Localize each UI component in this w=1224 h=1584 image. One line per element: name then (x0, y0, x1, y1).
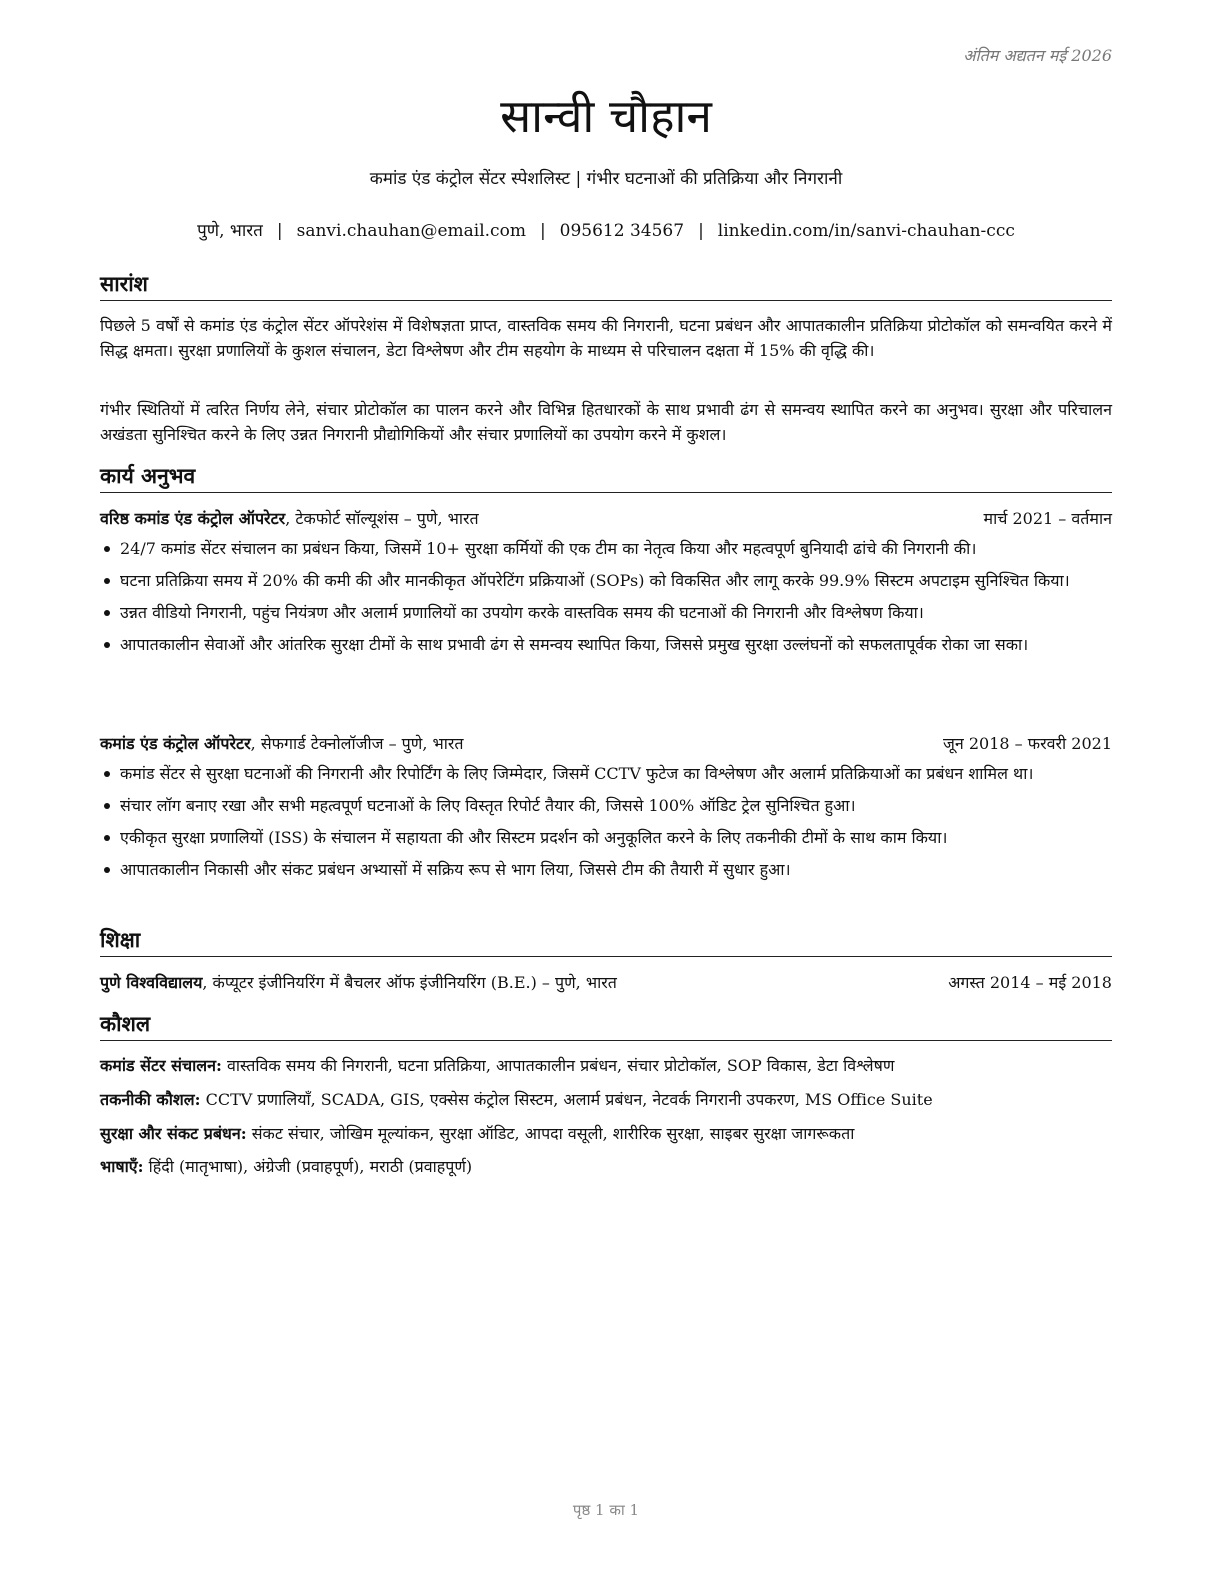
education-heading: शिक्षा (100, 926, 1112, 957)
contact-location: पुणे, भारत (197, 221, 263, 241)
skill-value: संकट संचार, जोखिम मूल्यांकन, सुरक्षा ऑडिट, आपदा वसूली, शारीरिक सुरक्षा, साइबर सुरक्षा जागरूकता (246, 1124, 855, 1143)
skill-row (100, 1155, 1112, 1179)
skill-value: हिंदी (मातृभाषा), अंग्रेजी (प्रवाहपूर्ण), मराठी (प्रवाहपूर्ण) (143, 1157, 473, 1176)
list-item: कमांड सेंटर से सुरक्षा घटनाओं की निगरानी और रिपोर्टिंग के लिए जिम्मेदार, जिसमें CCTV फुटेज का विश्लेषण और अलार्म प्रतिक्रियाओं का प्रबंधन शामिल था। (100, 761, 1112, 786)
list-item: आपातकालीन सेवाओं और आंतरिक सुरक्षा टीमों के साथ प्रभावी ढंग से समन्वय स्थापित किया, जिससे प्रमुख सुरक्षा उल्लंघनों को सफलतापूर्वक रोका जा सका। (100, 632, 1112, 657)
list-item: उन्नत वीडियो निगरानी, पहुंच नियंत्रण और अलार्म प्रणालियों का उपयोग करके वास्तविक समय की घटनाओं की निगरानी और विश्लेषण किया। (100, 600, 1112, 625)
resume-page (100, 0, 1112, 1584)
contact-phone[interactable]: 095612 34567 (559, 221, 685, 241)
page-number: पृष्ठ 1 का 1 (572, 1501, 640, 1519)
skill-row (100, 1054, 1112, 1078)
skill-label: भाषाएँ: (100, 1157, 144, 1176)
skill-row (100, 1122, 1112, 1146)
list-item: आपातकालीन निकासी और संकट प्रबंधन अभ्यासों में सक्रिय रूप से भाग लिया, जिससे टीम की तैयारी में सुधार हुआ। (100, 857, 1112, 882)
education-entry (100, 971, 1112, 995)
contact-separator: | (539, 221, 546, 241)
contact-email[interactable]: sanvi.chauhan@email.com (296, 221, 526, 241)
job-1-bullets (100, 536, 1112, 664)
contact-line (100, 218, 1112, 244)
contact-separator: | (698, 221, 704, 241)
job-company: , टेकफोर्ट सॉल्यूशंस – पुणे, भारत (285, 509, 479, 528)
list-item: घटना प्रतिक्रिया समय में 20% की कमी की और मानकीकृत ऑपरेटिंग प्रक्रियाओं (SOPs) को विकसित और लागू करके 99.9% सिस्टम अपटाइम सुनिश्चित किया। (100, 568, 1112, 593)
job-dates: मार्च 2021 – वर्तमान (983, 509, 1112, 528)
summary-heading: सारांश (100, 270, 1112, 301)
education-degree: , कंप्यूटर इंजीनियरिंग में बैचलर ऑफ इंजीनियरिंग (B.E.) – पुणे, भारत (202, 973, 617, 992)
last-updated: अंतिम अद्यतन मई 2026 (963, 46, 1112, 65)
contact-linkedin[interactable]: linkedin.com/in/sanvi-chauhan-ccc (717, 221, 1015, 241)
job-role: कमांड एंड कंट्रोल ऑपरेटर (100, 734, 251, 753)
skill-label: सुरक्षा और संकट प्रबंधन: (100, 1124, 247, 1143)
summary-paragraph-1: पिछले 5 वर्षों से कमांड एंड कंट्रोल सेंटर ऑपरेशंस में विशेषज्ञता प्राप्त, वास्तविक समय की निगरानी, घटना प्रबंधन और आपातकालीन प्रतिक्रिया प्रोटोकॉल को समन्वयित करने में सिद्ध क्षमता। सुरक्षा प्रणालियों के कुशल संचालन, डेटा विश्लेषण और टीम सहयोग के माध्यम से परिचालन दक्षता में 15% की वृद्धि की। (100, 316, 1112, 360)
summary-paragraph-2: गंभीर स्थितियों में त्वरित निर्णय लेने, संचार प्रोटोकॉल का पालन करने और विभिन्न हितधारकों के साथ प्रभावी ढंग से समन्वय स्थापित करने का अनुभव। सुरक्षा और परिचालन अखंडता सुनिश्चित करने के लिए उन्नत निगरानी प्रौद्योगिकियों और संचार प्रणालियों का उपयोग करने में कुशल। (100, 400, 1112, 444)
skill-label: तकनीकी कौशल: (100, 1090, 201, 1109)
education-dates: अगस्त 2014 – मई 2018 (948, 973, 1112, 992)
candidate-name: सान्वी चौहान (500, 89, 712, 143)
tagline: कमांड एंड कंट्रोल सेंटर स्पेशलिस्ट | गंभीर घटनाओं की प्रतिक्रिया और निगरानी (369, 169, 843, 189)
job-role: वरिष्ठ कमांड एंड कंट्रोल ऑपरेटर (100, 509, 286, 528)
skill-value: वास्तविक समय की निगरानी, घटना प्रतिक्रिया, आपातकालीन प्रबंधन, संचार प्रोटोकॉल, SOP विकास, डेटा विश्लेषण (221, 1056, 895, 1075)
list-item: संचार लॉग बनाए रखा और सभी महत्वपूर्ण घटनाओं के लिए विस्तृत रिपोर्ट तैयार की, जिससे 100% ऑडिट ट्रेल सुनिश्चित हुआ। (100, 793, 1112, 818)
experience-heading: कार्य अनुभव (100, 462, 1112, 493)
job-2-bullets (100, 761, 1112, 889)
skills-heading: कौशल (100, 1010, 1112, 1041)
job-header-1 (100, 507, 1112, 531)
education-institution: पुणे विश्वविद्यालय (100, 973, 203, 992)
job-company: , सेफगार्ड टेक्नोलॉजीज – पुणे, भारत (250, 734, 464, 753)
job-dates: जून 2018 – फरवरी 2021 (943, 734, 1112, 753)
skill-row (100, 1088, 1112, 1112)
list-item: एकीकृत सुरक्षा प्रणालियों (ISS) के संचालन में सहायता की और सिस्टम प्रदर्शन को अनुकूलित करने के लिए तकनीकी टीमों के साथ काम किया। (100, 825, 1112, 850)
skill-value: CCTV प्रणालियाँ, SCADA, GIS, एक्सेस कंट्रोल सिस्टम, अलार्म प्रबंधन, नेटवर्क निगरानी उपकरण, MS Office Suite (200, 1090, 933, 1109)
contact-separator: | (276, 221, 283, 241)
skill-label: कमांड सेंटर संचालन: (100, 1056, 222, 1075)
job-header-2 (100, 732, 1112, 756)
list-item: 24/7 कमांड सेंटर संचालन का प्रबंधन किया, जिसमें 10+ सुरक्षा कर्मियों की एक टीम का नेतृत्व किया और महत्वपूर्ण बुनियादी ढांचे की निगरानी की। (100, 536, 1112, 561)
